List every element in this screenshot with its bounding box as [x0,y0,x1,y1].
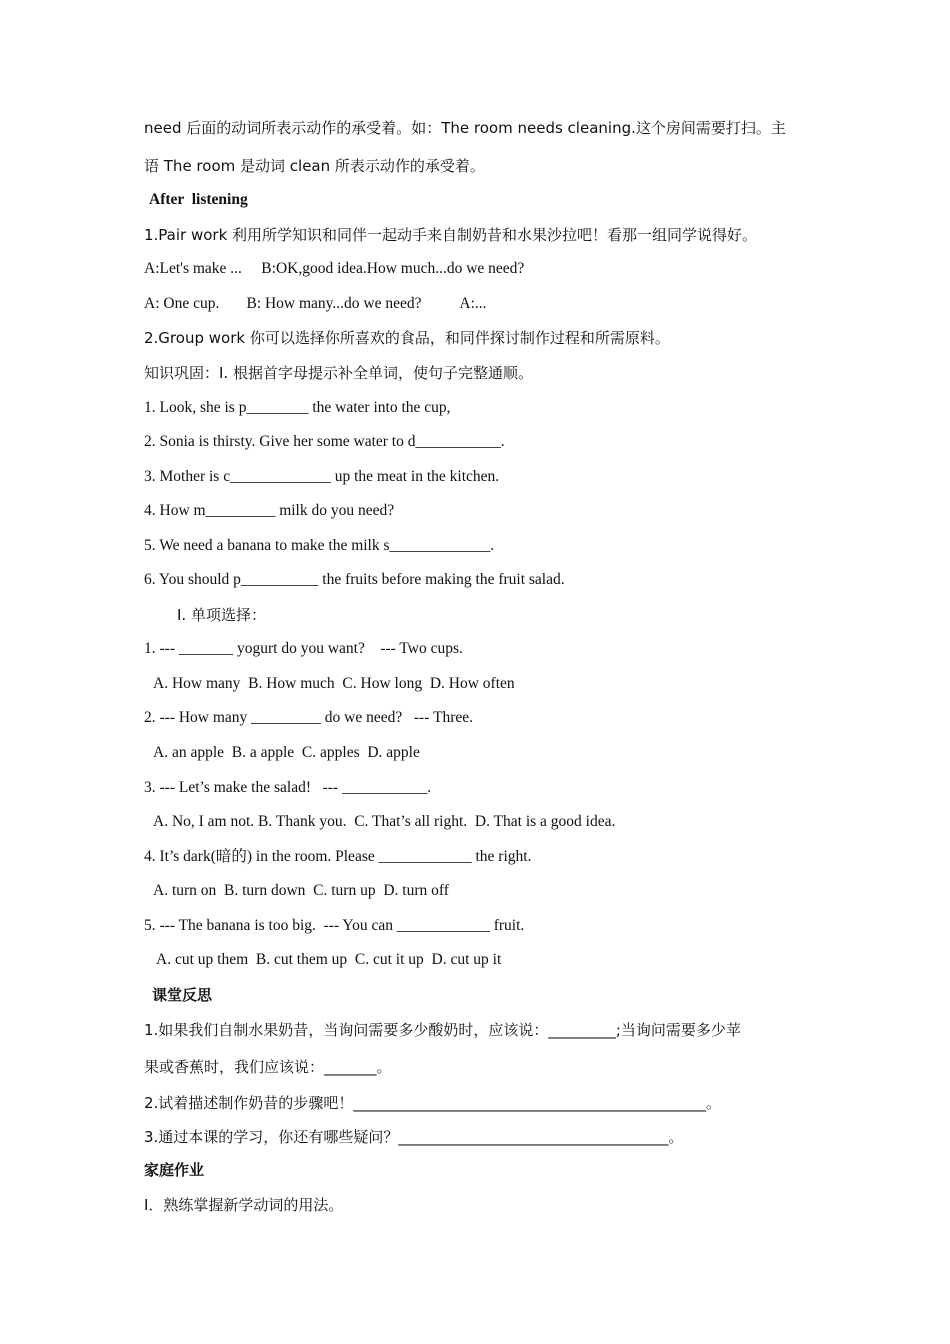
pair-work-instruction: 1.Pair work 利用所学知识和同伴一起动手来自制奶昔和水果沙拉吧！看那一组同学说得好。 [144,226,758,244]
question-text: 3. --- Let’s make the salad! --- ___________. [144,779,432,796]
exercise1-item: 1. Look, she is p________ the water into the cup, [144,399,451,416]
reflection-q2: 2.试着描述制作奶昔的步骤吧！_______________________________________________。 [144,1094,721,1112]
reflection-q3: 3.通过本课的学习，你还有哪些疑问？____________________________________。 [144,1128,684,1146]
homework-item: I．熟练掌握新学动词的用法。 [144,1196,344,1214]
homework-heading: 家庭作业 [144,1161,205,1179]
dialog-line-2: A: One cup. B: How many...do we need? A:... [144,295,487,312]
after-listening-heading: After listening [149,191,248,208]
group-work-instruction: 2.Group work 你可以选择你所喜欢的食品，和同伴探讨制作过程和所需原料。 [144,329,670,347]
intro-line-1: need 后面的动词所表示动作的承受着。如：The room needs cleaning.这个房间需要打扫。主 [144,119,786,137]
dialog-line-1: A:Let's make ... B:OK,good idea.How much...do we need? [144,260,525,277]
question-options: A. No, I am not. B. Thank you. C. That’s all right. D. That is a good idea. [153,813,616,830]
question-options: A. turn on B. turn down C. turn up D. turn off [153,882,449,899]
exercise1-item: 2. Sonia is thirsty. Give her some water to d___________. [144,433,505,450]
question-text: 1. --- _______ yogurt do you want? --- Two cups. [144,640,463,657]
question-options: A. an apple B. a apple C. apples D. apple [153,744,420,761]
exercise2-heading: I. 单项选择： [177,606,266,624]
question-options: A. How many B. How much C. How long D. How often [153,675,515,692]
exercise1-item: 4. How m_________ milk do you need? [144,502,395,519]
question-text: 5. --- The banana is too big. --- You can ____________ fruit. [144,917,525,934]
intro-line-2: 语 The room 是动词 clean 所表示动作的承受着。 [144,157,485,175]
exercise1-item: 5. We need a banana to make the milk s_____________. [144,537,495,554]
reflection-q1-line1: 1.如果我们自制水果奶昔，当询问需要多少酸奶时，应该说：_________;当询问需要多少苹 [144,1021,741,1039]
exercise1-heading: 知识巩固：I. 根据首字母提示补全单词，使句子完整通顺。 [144,364,533,382]
question-text: 4. It’s dark(暗的) in the room. Please ____________ the right. [144,848,532,865]
question-text: 2. --- How many _________ do we need? --- Three. [144,709,473,726]
question-options: A. cut up them B. cut them up C. cut it up D. cut up it [153,951,502,968]
exercise1-item: 6. You should p__________ the fruits before making the fruit salad. [144,571,565,588]
reflection-q1-line2: 果或香蕉时，我们应该说：_______。 [144,1058,392,1076]
reflection-heading: 课堂反思 [152,986,213,1004]
exercise1-item: 3. Mother is c_____________ up the meat in the kitchen. [144,468,500,485]
